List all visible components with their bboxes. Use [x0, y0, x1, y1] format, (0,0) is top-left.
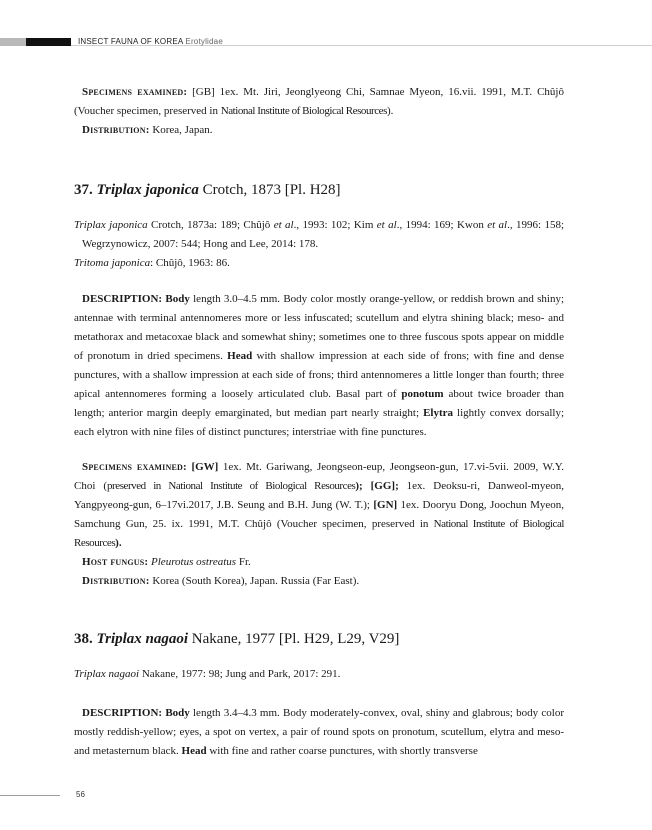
species-38-description — [74, 704, 564, 761]
synonym-entry — [74, 216, 564, 254]
synonym-text: ., 1993: 102; Kim — [293, 219, 377, 231]
specimens-label: Specimens examined: — [82, 86, 188, 98]
description-text: lightly convex dorsally; each elytron with nine files of distinct punctures; interstriae with fine punctures. — [74, 407, 565, 438]
synonym-text: ., 1994: 169; Kwon — [396, 219, 488, 231]
specimens-end: ); — [355, 480, 363, 492]
et-al: et al — [273, 219, 294, 231]
synonym-name: Triplax japonica — [74, 219, 148, 231]
prev-specimens-paragraph — [74, 83, 564, 121]
description-text: length 3.4–4.3 mm. Body moderately-convex, oval, shiny and glabrous; body color mostly reddish-yellow; eyes, a spot on vertex, a pair of round spots on pronotum, scutellum, elytra and meso- and metasternum black. — [74, 707, 564, 757]
header-bar-gray-segment — [0, 38, 26, 46]
header-bar-black-segment — [26, 38, 71, 46]
specimens-text: 1ex. Dooryu Dong, Joochun Myeon, Samchung Gun, 25. ix. 1991, M.T. Chûjô (Voucher specimen, preserved in — [74, 499, 564, 530]
species-38-author: Nakane, 1977 [Pl. H29, L29, V29] — [188, 631, 400, 647]
running-head — [78, 37, 223, 46]
running-head-title: INSECT FAUNA OF KOREA — [78, 37, 183, 46]
species-38-name: Triplax nagaoi — [96, 631, 189, 647]
elytra-label: Elytra — [423, 407, 454, 419]
pronotum-label: ponotum — [401, 388, 444, 400]
host-name: Pleurotus ostreatus — [151, 556, 237, 568]
synonym-text: Nakane, 1977: 98; Jung and Park, 2017: 291. — [139, 668, 341, 680]
description-label: DESCRIPTION: — [82, 707, 163, 719]
specimens-text: 1ex. Mt. Gariwang, Jeongseon-eup, Jeongseon-gun, 17.vi-5vii. 2009, W.Y. Choi ( — [74, 461, 564, 492]
synonym-entry — [74, 254, 564, 273]
specimens-institution: National Institute of Biological Resources — [220, 105, 387, 117]
prev-distribution-paragraph — [74, 121, 564, 140]
distribution-label: Distribution: — [82, 575, 150, 587]
species-37-name: Triplax japonica — [96, 182, 199, 198]
body-label: Body — [165, 293, 190, 305]
description-text: length 3.0–4.5 mm. Body color mostly orange-yellow, or reddish brown and shiny; antennae with terminal antennomeres more or less infuscated; scutellum and elytra shining black; meso- and metathorax and metacoxae black and somewhat shiny; sometimes one to three fuscous spots appear on middle of pronotum in dried specimens. — [74, 293, 564, 362]
specimens-paragraph — [74, 458, 564, 553]
prev-species-block — [74, 83, 564, 140]
province-code: [GN] — [373, 499, 398, 511]
footer-rule — [0, 795, 60, 796]
species-38-number: 38. — [74, 631, 93, 647]
specimens-institution: preserved in National Institute of Biological Resources — [107, 480, 356, 492]
specimens-institution: National Institute of Biological Resources — [74, 518, 564, 549]
distribution-text: Korea (South Korea), Japan. Russia (Far East). — [149, 575, 360, 587]
synonym-name: Triplax nagaoi — [74, 668, 140, 680]
synonym-name: Tritoma japonica — [74, 257, 151, 269]
description-text: about twice broader than length; anterior margin deeply emarginated, but median part nearly straight; — [74, 388, 564, 419]
synonym-entry — [74, 665, 564, 684]
head-label: Head — [181, 745, 207, 757]
body-label: Body — [165, 707, 190, 719]
description-label: DESCRIPTION: — [82, 293, 163, 305]
et-al: et al — [487, 219, 508, 231]
host-author: Fr. — [236, 556, 251, 568]
species-38-synonymy — [74, 665, 564, 684]
species-37-heading — [74, 180, 564, 200]
running-head-family: Erotylidae — [185, 37, 223, 46]
species-38-heading — [74, 629, 564, 649]
description-paragraph — [74, 290, 564, 442]
specimens-label: Specimens examined: — [82, 461, 187, 473]
specimens-text: [GB] 1ex. Mt. Jiri, Jeonglyeong Chi, Samnae Myeon, 16.vii. 1991, M.T. Chûjô (Voucher specimen, preserved in — [74, 86, 564, 117]
species-37-records — [74, 458, 564, 591]
distribution-paragraph — [74, 572, 564, 591]
province-code: [GW] — [191, 461, 219, 473]
host-paragraph — [74, 553, 564, 572]
species-37-heading-block — [74, 180, 564, 200]
synonym-text: ., 1996: 158; Wegrzynowicz, 2007: 544; Hong and Lee, 2014: 178. — [82, 219, 565, 250]
species-37-author: Crotch, 1873 [Pl. H28] — [198, 182, 341, 198]
description-paragraph — [74, 704, 564, 761]
specimens-end: ). — [115, 537, 122, 549]
head-label: Head — [227, 350, 253, 362]
host-label: Host fungus: — [82, 556, 149, 568]
distribution-text: Korea, Japan. — [149, 124, 213, 136]
et-al: et al — [376, 219, 397, 231]
specimens-end: ). — [386, 105, 394, 117]
synonym-text: Crotch, 1873a: 189; Chûjô — [147, 219, 274, 231]
distribution-label: Distribution: — [82, 124, 150, 136]
species-37-description — [74, 290, 564, 442]
synonym-text: : Chûjô, 1963: 86. — [150, 257, 230, 269]
description-text: with fine and rather coarse punctures, with shortly transverse — [206, 745, 478, 757]
description-text: with shallow impression at each side of frons; with fine and dense punctures, with a shallow impression at each side of frons; third antennomeres a little longer than fourth; three apical antennomeres forming a loosely articulated club. Basal part of — [74, 350, 564, 400]
species-38-heading-block — [74, 629, 564, 649]
province-code: [GG]; — [362, 480, 399, 492]
page-number: 56 — [76, 790, 85, 799]
specimens-text: 1ex. Deoksu-ri, Danweol-myeon, Yangpyeong-gun, 6–17vi.2017, J.B. Seung and B.H. Jung (W. T.); — [74, 480, 564, 511]
species-37-number: 37. — [74, 182, 93, 198]
species-37-synonymy — [74, 216, 564, 273]
